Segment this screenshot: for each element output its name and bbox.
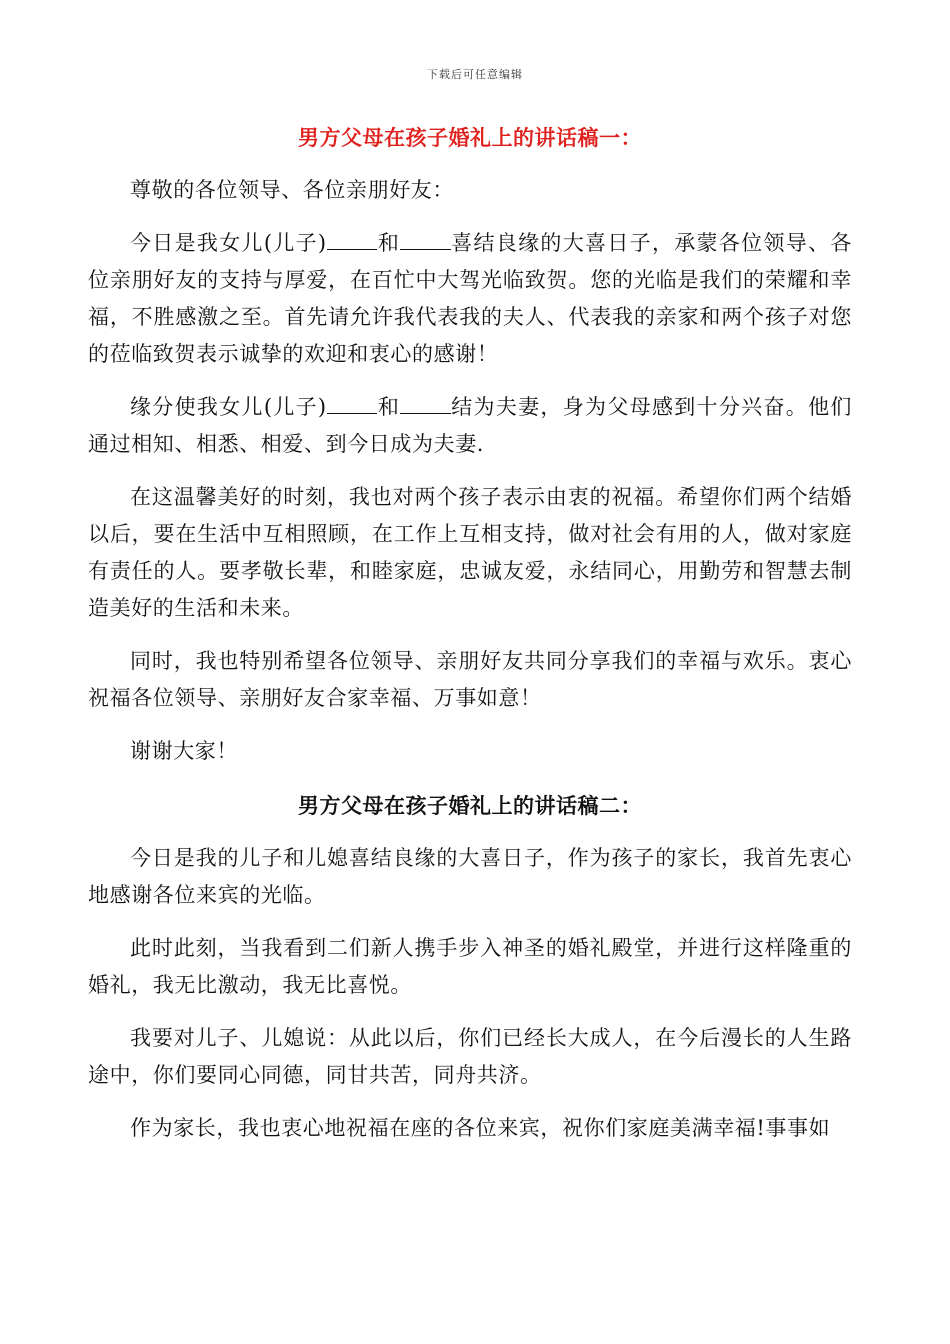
paragraph-text: 和 bbox=[377, 395, 401, 419]
section-2-paragraph-3: 我要对儿子、儿媳说：从此以后，你们已经长大成人，在今后漫长的人生路途中，你们要同心同德，同甘共苦，同舟共济。 bbox=[88, 1026, 852, 1087]
section-1-paragraph-1 bbox=[88, 225, 852, 373]
blank-line bbox=[327, 394, 377, 414]
section-1-paragraph-2 bbox=[88, 389, 852, 463]
header-note: 下载后可任意编辑 bbox=[427, 68, 523, 81]
section-2-paragraph-4: 作为家长，我也衷心地祝福在座的各位来宾，祝你们家庭美满幸福!事事如 bbox=[130, 1116, 831, 1140]
section-2-paragraph-1: 今日是我的儿子和儿媳喜结良缘的大喜日子，作为孩子的家长，我首先衷心地感谢各位来宾的光临。 bbox=[88, 846, 852, 907]
paragraph-text: 结为夫妻，身为父母感到十分兴奋。他们通过相知、相悉、相爱、到今日成为夫妻. bbox=[88, 395, 852, 456]
section-2-title: 男方父母在孩子婚礼上的讲话稿二： bbox=[298, 793, 642, 818]
section-1-closing: 谢谢大家！ bbox=[130, 739, 238, 763]
greeting-paragraph: 尊敬的各位领导、各位亲朋好友： bbox=[130, 178, 454, 202]
section-2-paragraph-2: 此时此刻，当我看到二们新人携手步入神圣的婚礼殿堂，并进行这样隆重的婚礼，我无比激动，我无比喜悦。 bbox=[88, 936, 852, 997]
paragraph-text: 缘分使我女儿(儿子) bbox=[130, 395, 327, 419]
blank-line bbox=[400, 394, 450, 414]
section-1-title: 男方父母在孩子婚礼上的讲话稿一： bbox=[298, 125, 642, 150]
paragraph-text: 今日是我女儿(儿子) bbox=[130, 231, 327, 255]
section-1-paragraph-3: 在这温馨美好的时刻，我也对两个孩子表示由衷的祝福。希望你们两个结婚以后，要在生活中互相照顾，在工作上互相支持，做对社会有用的人，做对家庭有责任的人。要孝敬长辈，和睦家庭，忠诚友爱，永结同心，用勤劳和智慧去制造美好的生活和未来。 bbox=[88, 485, 852, 620]
paragraph-text: 和 bbox=[377, 231, 401, 255]
document-body bbox=[88, 118, 852, 1163]
paragraph-text: 喜结良缘的大喜日子，承蒙各位领导、各位亲朋好友的支持与厚爱，在百忙中大驾光临致贺。您的光临是我们的荣耀和幸福，不胜感激之至。首先请允许我代表我的夫人、代表我的亲家和两个孩子对您的莅临致贺表示诚挚的欢迎和衷心的感谢！ bbox=[88, 231, 852, 366]
blank-line bbox=[400, 230, 450, 250]
section-1-paragraph-4: 同时，我也特别希望各位领导、亲朋好友共同分享我们的幸福与欢乐。衷心祝福各位领导、亲朋好友合家幸福、万事如意！ bbox=[88, 649, 852, 710]
blank-line bbox=[327, 230, 377, 250]
